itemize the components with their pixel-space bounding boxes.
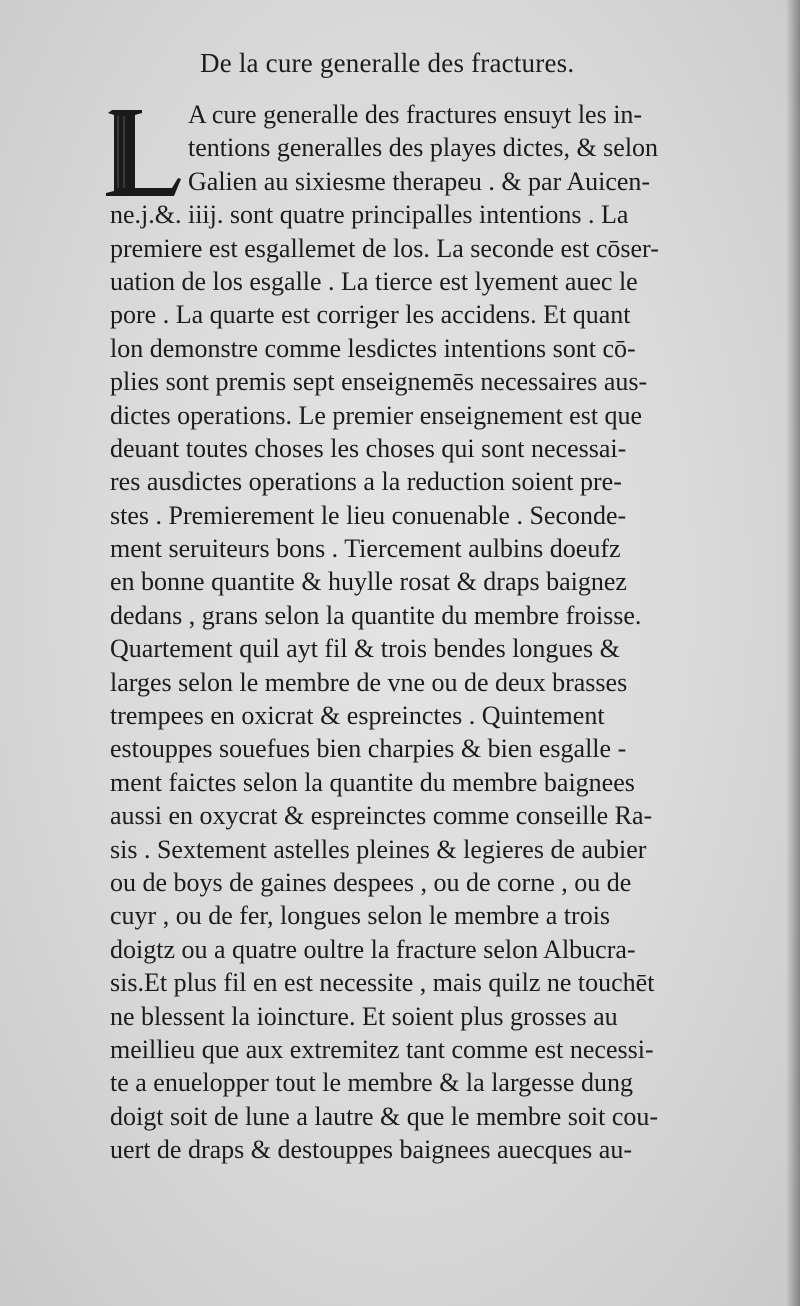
text-line: estouppes souefues bien charpies & bien esgalle -	[110, 734, 627, 764]
text-line: stes . Premierement le lieu conuenable . Seconde-	[110, 500, 627, 530]
text-line: ment faictes selon la quantite du membre baignees	[110, 767, 635, 797]
text-line: lon demonstre comme lesdictes intentions sont cō-	[110, 333, 636, 363]
text-line: ne.j.&. iiij. sont quatre principalles intentions . La	[110, 200, 629, 230]
text-line: te a enuelopper tout le membre & la largesse dung	[110, 1068, 633, 1098]
text-line: sis.Et plus fil en est necessite , mais quilz ne touchēt	[110, 968, 655, 998]
text-line: ou de boys de gaines despees , ou de corne , ou de	[110, 867, 632, 897]
text-line: Quartement quil ayt fil & trois bendes longues &	[110, 634, 620, 664]
text-line: en bonne quantite & huylle rosat & draps baignez	[110, 567, 627, 597]
text-line: sis . Sextement astelles pleines & legieres de aubier	[110, 834, 647, 864]
text-line: res ausdictes operations a la reduction soient pre-	[110, 467, 622, 497]
text-line: meillieu que aux extremitez tant comme est necessi-	[110, 1034, 654, 1064]
text-line: cuyr , ou de fer, longues selon le membre a trois	[110, 901, 611, 931]
text-line: ment seruiteurs bons . Tiercement aulbins doeufz	[110, 534, 621, 564]
text-line: aussi en oxycrat & espreinctes comme conseille Ra-	[110, 801, 653, 831]
text-line: pore . La quarte est corriger les accidens. Et quant	[110, 300, 631, 330]
page-edge-shadow	[786, 0, 800, 1306]
page-heading: De la cure generalle des fractures.	[200, 48, 575, 78]
body-text	[110, 98, 710, 1167]
text-line: plies sont premis sept enseignemēs necessaires aus-	[110, 367, 648, 397]
text-line: trempees en oxicrat & espreinctes . Quintement	[110, 701, 605, 731]
text-line: deuant toutes choses les choses qui sont necessai-	[110, 433, 627, 463]
text-line: doigt soit de lune a lautre & que le membre soit cou-	[110, 1101, 659, 1131]
text-line: tentions generalles des playes dictes, & selon	[188, 133, 659, 163]
text-line: dedans , grans selon la quantite du membre froisse.	[110, 600, 642, 630]
text-line: A cure generalle des fractures ensuyt les in-	[188, 100, 643, 129]
text-line: larges selon le membre de vne ou de deux brasses	[110, 667, 628, 697]
text-line: doigtz ou a quatre oultre la fracture selon Albucra-	[110, 934, 636, 964]
text-line: Galien au sixiesme therapeu . & par Auicen-	[188, 166, 651, 196]
text-line: ne blessent la ioincture. Et soient plus grosses au	[110, 1001, 618, 1031]
text-line: uation de los esgalle . La tierce est lyement auec le	[110, 266, 638, 296]
text-line: premiere est esgallemet de los. La seconde est cōser-	[110, 233, 659, 263]
text-line: dictes operations. Le premier enseignement est que	[110, 400, 643, 430]
text-line: uert de draps & destouppes baignees auecques au-	[110, 1135, 632, 1165]
